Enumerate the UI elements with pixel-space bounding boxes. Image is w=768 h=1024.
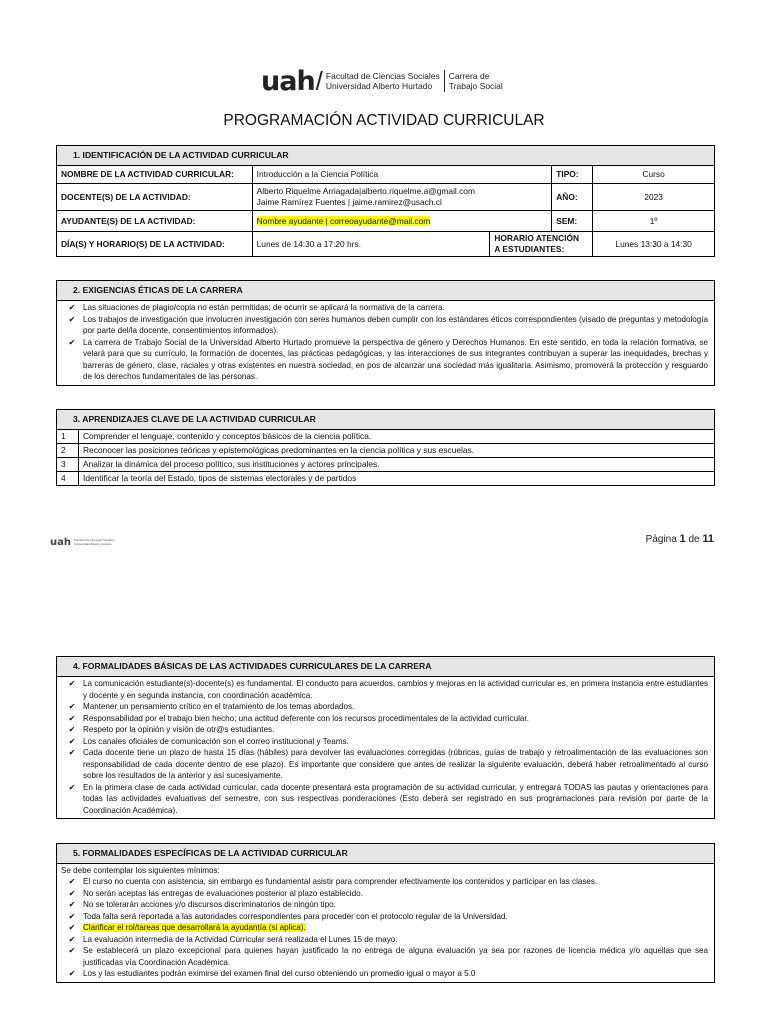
item-number: 2	[57, 444, 79, 458]
list-item: ✔ No se tolerarán acciones y/o discursos discriminatorios de ningún tipo.	[68, 900, 336, 909]
docente-value: Alberto Riquelme Arriagada|alberto.riquelme.a@gmail.com Jaime Ramírez Fuentes | jaime.ramirez@usach.cl	[252, 184, 552, 211]
section2-heading: 2. EXIGENCIAS ÉTICAS DE LA CARRERA	[57, 281, 715, 301]
atencion-label: HORARIO ATENCIÓN A ESTUDIANTES:	[490, 232, 593, 257]
list-item: ✔ No serán aceptas las entregas de evaluaciones posterior al plazo establecido.	[68, 888, 363, 898]
list-item: ✔ Cada docente tiene un plazo de hasta 15 días (hábiles) para devolver las evaluaciones corregidas (rúbricas, guías de trabajo y retroalimentación de las evaluaciones son responsabilidad de cada docente dentro de ese plazo). Es importante que considere que antes de realizar la siguiente evaluación, deberá haber retroalimentado al curso sobre los resultados de la anterior y así sucesivamente.	[68, 748, 708, 780]
list-item: ✔ La evaluación intermedia de la Actividad Curricular será realizada el Lunes 15 de mayo.	[68, 934, 398, 944]
ayudante-value: Nombre ayudante | correoayudante@mail.com	[252, 211, 552, 232]
footer-logo: uah Facultad de Ciencias Sociales Universidad Alberto Hurtado	[50, 537, 115, 548]
list-item: ✔ Las situaciones de plagio/copia no están permitidas; de ocurrir se aplicará la normativa de la carrera.	[68, 303, 445, 312]
list-item: ✔ Los trabajos de investigación que involucren investigación con seres humanos deben cumplir con los estándares éticos correspondientes (visado de preguntas y metodología por parte del/la docente, consentimientos informados).	[68, 314, 708, 335]
section4-list	[57, 677, 715, 819]
list-item: ✔ Toda falta será reportada a las autoridades correspondientes para proceder con el protocolo regular de la Universidad.	[68, 911, 508, 921]
list-item: ✔ Los canales oficiales de comunicación son el correo institucional y Teams.	[68, 736, 349, 746]
tipo-value: Curso	[593, 166, 715, 184]
list-item: ✔ El curso no cuenta con asistencia, sin embargo es fundamental asistir para comprender efectivamente los contenidos y participar en las clases.	[68, 877, 598, 886]
section3-table	[56, 409, 715, 486]
list-item-highlighted: ✔ Clarificar el rol/tareas que desarrollará la ayudantía (si aplica).	[68, 923, 306, 932]
sem-value: 1º	[593, 211, 715, 232]
section2-list	[57, 301, 715, 386]
learning-item: Identificar la teoría del Estado, tipos de sistemas electorales y de partidos	[79, 472, 715, 486]
section5-intro: Se debe contemplar los siguientes mínimos:	[61, 866, 220, 875]
learning-item: Analizar la dinámica del proceso político, sus instituciones y actores principales.	[79, 458, 715, 472]
list-item: ✔ La comunicación estudiante(s)-docente(s) es fundamental. El conducto para acuerdos, cambios y mejoras en la actividad curricular es, en primera instancia entre estudiantes y docente y en segunda instancia, con coordinación académica.	[68, 679, 708, 700]
section3-heading: 3. APRENDIZAJES CLAVE DE LA ACTIVIDAD CURRICULAR	[57, 410, 715, 430]
section5-heading: 5. FORMALIDADES ESPECÍFICAS DE LA ACTIVIDAD CURRICULAR	[57, 844, 715, 864]
section5-list	[57, 864, 715, 983]
list-item: ✔ Se establecerá un plazo excepcional para quienes hayan justificado la no entrega de alguna evaluación ya sea por razones de licencia médica y/o aquellas que sea justificadas vía Coordinación Académica.	[68, 946, 708, 967]
item-number: 1	[57, 430, 79, 444]
docente-label: DOCENTE(S) DE LA ACTIVIDAD:	[57, 184, 253, 211]
list-item: ✔ Mantener un pensamiento crítico en el tratamiento de los temas abordados.	[68, 702, 355, 711]
ayudante-label: AYUDANTE(S) DE LA ACTIVIDAD:	[57, 211, 253, 232]
nombre-value: Introducción a la Ciencia Política	[252, 166, 552, 184]
section4-table	[56, 656, 715, 819]
logo-wordmark: uah	[261, 65, 315, 97]
anio-label: AÑO:	[552, 184, 593, 211]
career-name: Carrera de Trabajo Social	[448, 71, 503, 91]
sem-label: SEM:	[552, 211, 593, 232]
page-number: Página 1 de 11	[645, 533, 714, 545]
item-number: 3	[57, 458, 79, 472]
learning-item: Reconocer las posiciones teóricas y epistemológicas predominantes en la ciencia política y sus escuelas.	[79, 444, 715, 458]
tipo-label: TIPO:	[552, 166, 593, 184]
item-number: 4	[57, 472, 79, 486]
list-item: ✔ Los y las estudiantes podrán eximirse del examen final del curso obteniendo un promedio igual o mayor a 5.0	[68, 969, 476, 978]
learning-item: Comprender el lenguaje, contenido y conceptos básicos de la ciencia política.	[79, 430, 715, 444]
nombre-label: NOMBRE DE LA ACTIVIDAD CURRICULAR:	[57, 166, 253, 184]
list-item: ✔ En la primera clase de cada actividad curricular, cada docente presentará esta programación de su actividad curricular, y entregará TODAS las pautas y orientaciones para todas las actividades evaluativas del semestre, con sus respectivas ponderaciones (Esto deberá ser registrado en sus programaciones para revisión por parte de la Coordinación Académica).	[68, 782, 708, 815]
uah-logo: uah / Facultad de Ciencias Sociales Universidad Alberto Hurtado Carrera de Trabajo Social	[261, 65, 503, 97]
section1-heading: 1. IDENTIFICACIÓN DE LA ACTIVIDAD CURRICULAR	[57, 146, 715, 166]
document-title: PROGRAMACIÓN ACTIVIDAD CURRICULAR	[223, 112, 545, 129]
section4-heading: 4. FORMALIDADES BÁSICAS DE LAS ACTIVIDADES CURRICULARES DE LA CARRERA	[57, 657, 715, 677]
anio-value: 2023	[593, 184, 715, 211]
list-item: ✔ Responsabilidad por el trabajo bien hecho; una actitud deferente con los recursos procedimentales de la actividad curricular.	[68, 713, 529, 723]
section2-table	[56, 280, 715, 386]
dias-label: DÍA(S) Y HORARIO(S) DE LA ACTIVIDAD:	[57, 232, 253, 257]
logo-divider	[444, 70, 445, 92]
section5-table	[56, 843, 715, 983]
faculty-name: Facultad de Ciencias Sociales Universidad Alberto Hurtado	[325, 71, 440, 91]
atencion-value: Lunes 13:30 a 14:30	[593, 232, 715, 257]
section1-table	[56, 145, 715, 257]
list-item: ✔ Respeto por la opinión y visión de otr@s estudiantes.	[68, 725, 275, 734]
list-item: ✔ La carrera de Trabajo Social de la Universidad Alberto Hurtado promueve la perspectiva de género y Derechos Humanos. En este sentido, en toda la relación formativa, se velará para que su currículo, la formación de docentes, las prácticas pedagógicas, y las interacciones de sus integrantes contribuyan a superar las inequidades, brechas y barreras de género, clase, raciales y otras existentes en nuestra sociedad, en pos de alcanzar una sociedad más igualitaria. Asimismo, promoverá la protección y resguardo de los derechos fundamentales de las personas.	[68, 337, 708, 381]
dias-value: Lunes de 14:30 a 17:20 hrs.	[252, 232, 490, 257]
